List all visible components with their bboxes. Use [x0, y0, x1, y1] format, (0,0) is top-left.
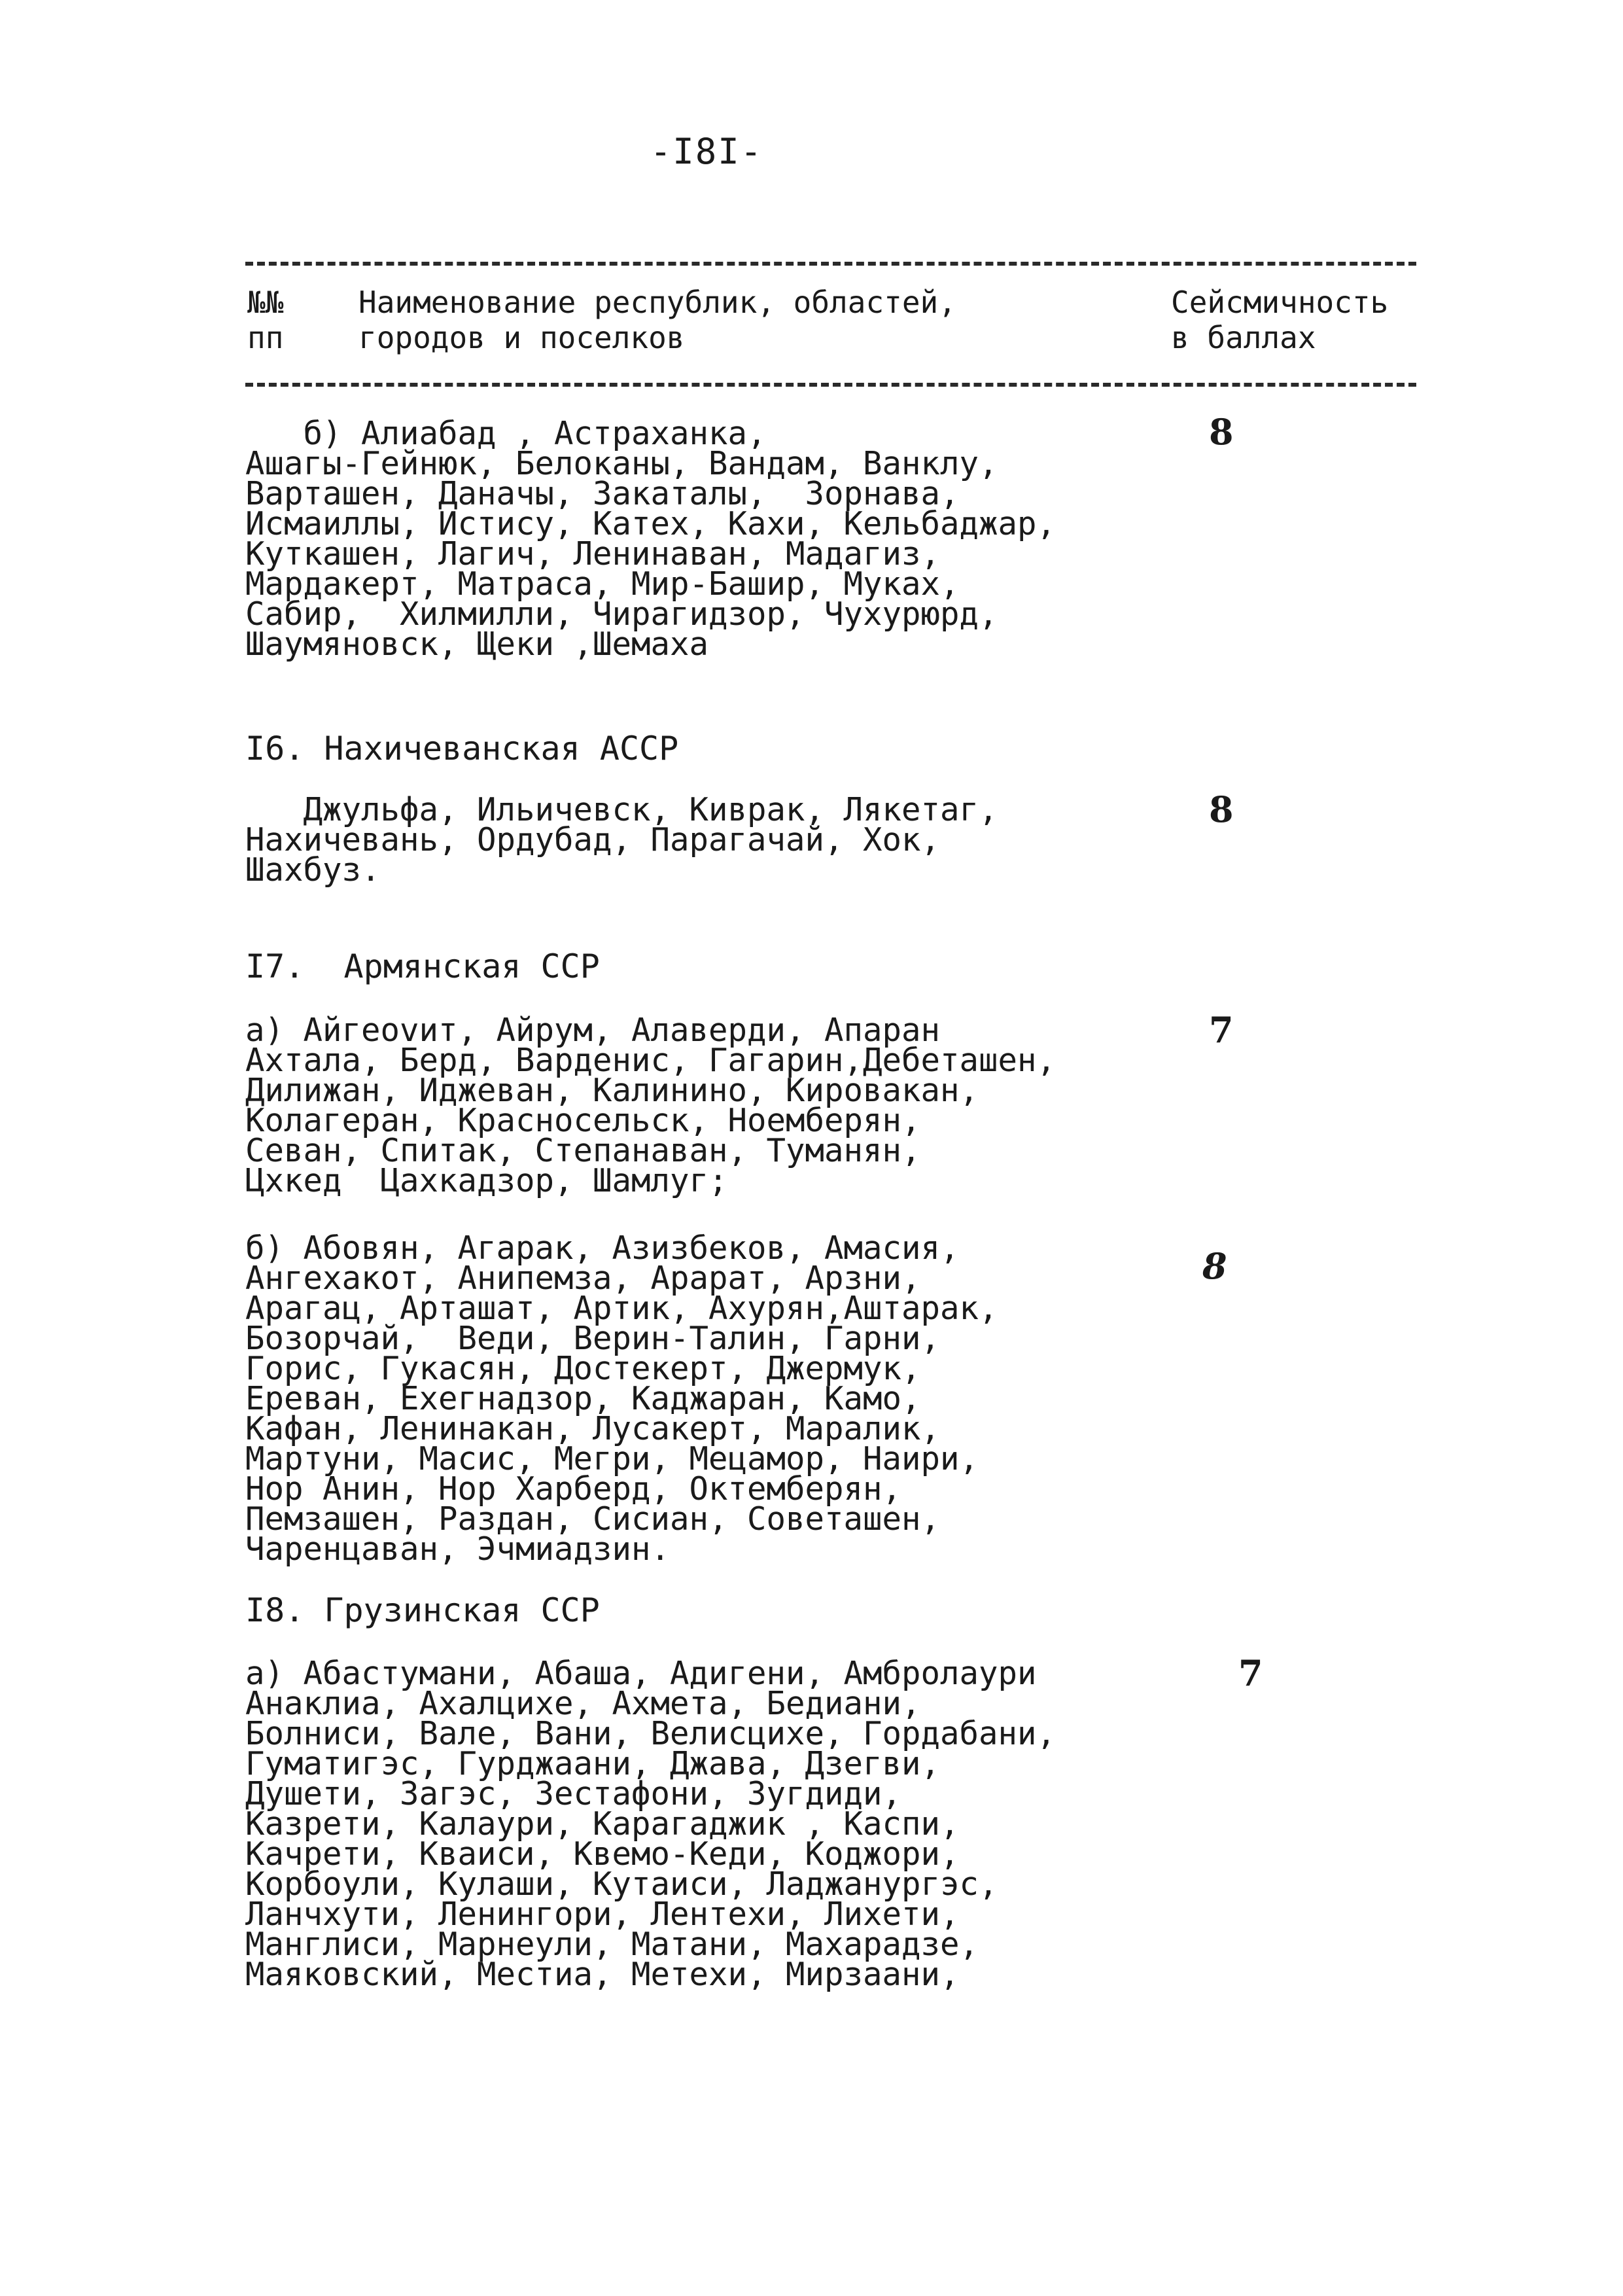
list-line: Бозорчай, Веди, Верин-Талин, Гарни,	[245, 1320, 941, 1357]
header-score-column	[1171, 285, 1388, 355]
list-line: Ангехакот, Анипемза, Арарат, Арзни,	[245, 1260, 921, 1297]
nakhichevan-title: I6. Нахичеванская АССР	[245, 730, 679, 768]
list-line: Чаренцаван, Эчмиадзин.	[245, 1530, 671, 1568]
armenia-b-score: 8	[1202, 1245, 1227, 1287]
list-line: а) Айгеovит, Айрум, Алаверди, Апаран	[245, 1012, 941, 1049]
header-score-line-2: в баллах	[1171, 320, 1316, 355]
header-num-line-2: пп	[247, 320, 284, 355]
nakhichevan-score: 8	[1209, 788, 1234, 830]
list-line: Цхкед Цахкадзор, Шамлуг;	[245, 1162, 728, 1199]
list-line: Колагеран, Красносельск, Ноемберян,	[245, 1102, 921, 1139]
list-line: Анаклиа, Ахалцихе, Ахмета, Бедиани,	[245, 1685, 921, 1722]
header-name-line-2: городов и поселков	[358, 320, 685, 355]
armenia-a-list	[245, 1012, 1423, 1199]
list-line: Гуматигэс, Гурджаани, Джава, Дзегви,	[245, 1745, 941, 1782]
list-line: Мардакерт, Матраса, Мир-Башир, Муках,	[245, 565, 960, 603]
list-line: Сабир, Хилмилли, Чирагидзор, Чухурюрд,	[245, 595, 998, 633]
azerbaijan-b-list	[245, 415, 1423, 663]
list-line: Ахтала, Берд, Варденис, Гагарин,Дебеташен,	[245, 1042, 1056, 1079]
list-line: Пемзашен, Раздан, Сисиан, Советашен,	[245, 1500, 941, 1538]
list-line: Шахбуз.	[245, 851, 381, 889]
list-line: Ланчхути, Ленингори, Лентехи, Лихети,	[245, 1896, 960, 1933]
nakhichevan-list	[245, 791, 1423, 889]
list-line: Куткашен, Лагич, Ленинаван, Мадагиз,	[245, 535, 941, 573]
list-line: Кафан, Ленинакан, Лусакерт, Маралик,	[245, 1410, 941, 1447]
list-line: б) Абовян, Агарак, Азизбеков, Амасия,	[245, 1229, 960, 1267]
page-number: -I8I-	[650, 131, 763, 172]
list-line: Мартуни, Масис, Мегри, Мецамор, Наири,	[245, 1440, 979, 1477]
list-line: Качрети, Кваиси, Квемо-Кеди, Коджори,	[245, 1835, 960, 1873]
header-score-line-1: Сейсмичность	[1171, 285, 1389, 320]
header-name-line-1: Наименование республик, областей,	[358, 285, 956, 320]
header-num-line-1: №№	[247, 285, 284, 320]
header-number-column	[247, 285, 283, 355]
list-line: Душети, Загэс, Зестафони, Зугдиди,	[245, 1775, 902, 1812]
azerbaijan-b-score: 8	[1209, 411, 1234, 453]
list-line: Горис, Гукасян, Достекерт, Джермук,	[245, 1350, 921, 1387]
list-line: Арагац, Арташат, Артик, Ахурян,Аштарак,	[245, 1290, 998, 1327]
header-name-column	[358, 285, 956, 355]
list-line: Корбоули, Кулаши, Кутаиси, Ладжанургэс,	[245, 1865, 998, 1903]
list-line: б) Алиабад , Астраханка,	[245, 415, 767, 452]
list-line: Нор Анин, Нор Харберд, Октемберян,	[245, 1470, 902, 1508]
georgia-a-score: 7	[1238, 1652, 1263, 1694]
list-line: Казрети, Калаури, Карагаджик , Каспи,	[245, 1805, 960, 1843]
list-line: а) Абастумани, Абаша, Адигени, Амбролаури	[245, 1655, 1037, 1692]
list-line: Нахичевань, Ордубад, Парагачай, Хок,	[245, 821, 941, 858]
armenia-title: I7. Армянская ССР	[245, 947, 600, 985]
list-line: Варташен, Даначы, Закаталы, Зорнава,	[245, 475, 960, 512]
list-line: Джульфа, Ильичевск, Киврак, Лякетаг,	[245, 791, 998, 828]
list-line: Шаумяновск, Щеки ,Шемаха	[245, 626, 709, 663]
list-line: Исмаиллы, Истису, Катех, Кахи, Кельбаджар,	[245, 505, 1056, 542]
list-line: Ашагы-Гейнюк, Белоканы, Вандам, Ванклу,	[245, 445, 998, 482]
header-top-rule	[245, 262, 1416, 266]
armenia-b-list	[245, 1229, 1423, 1568]
armenia-a-score: 7	[1209, 1009, 1234, 1051]
header-bottom-rule	[245, 383, 1416, 387]
list-line: Манглиси, Марнеули, Матани, Махарадзе,	[245, 1926, 979, 1963]
list-line: Севан, Спитак, Степанаван, Туманян,	[245, 1132, 921, 1169]
list-line: Дилижан, Иджеван, Калинино, Кировакан,	[245, 1072, 979, 1109]
list-line: Маяковский, Местиа, Метехи, Мирзаани,	[245, 1956, 960, 1993]
list-line: Болниси, Вале, Вани, Велисцихе, Гордабани,	[245, 1715, 1056, 1752]
georgia-title: I8. Грузинская ССР	[245, 1591, 600, 1629]
georgia-a-list	[245, 1655, 1423, 1993]
list-line: Ереван, Ехегнадзор, Каджаран, Камо,	[245, 1380, 921, 1417]
